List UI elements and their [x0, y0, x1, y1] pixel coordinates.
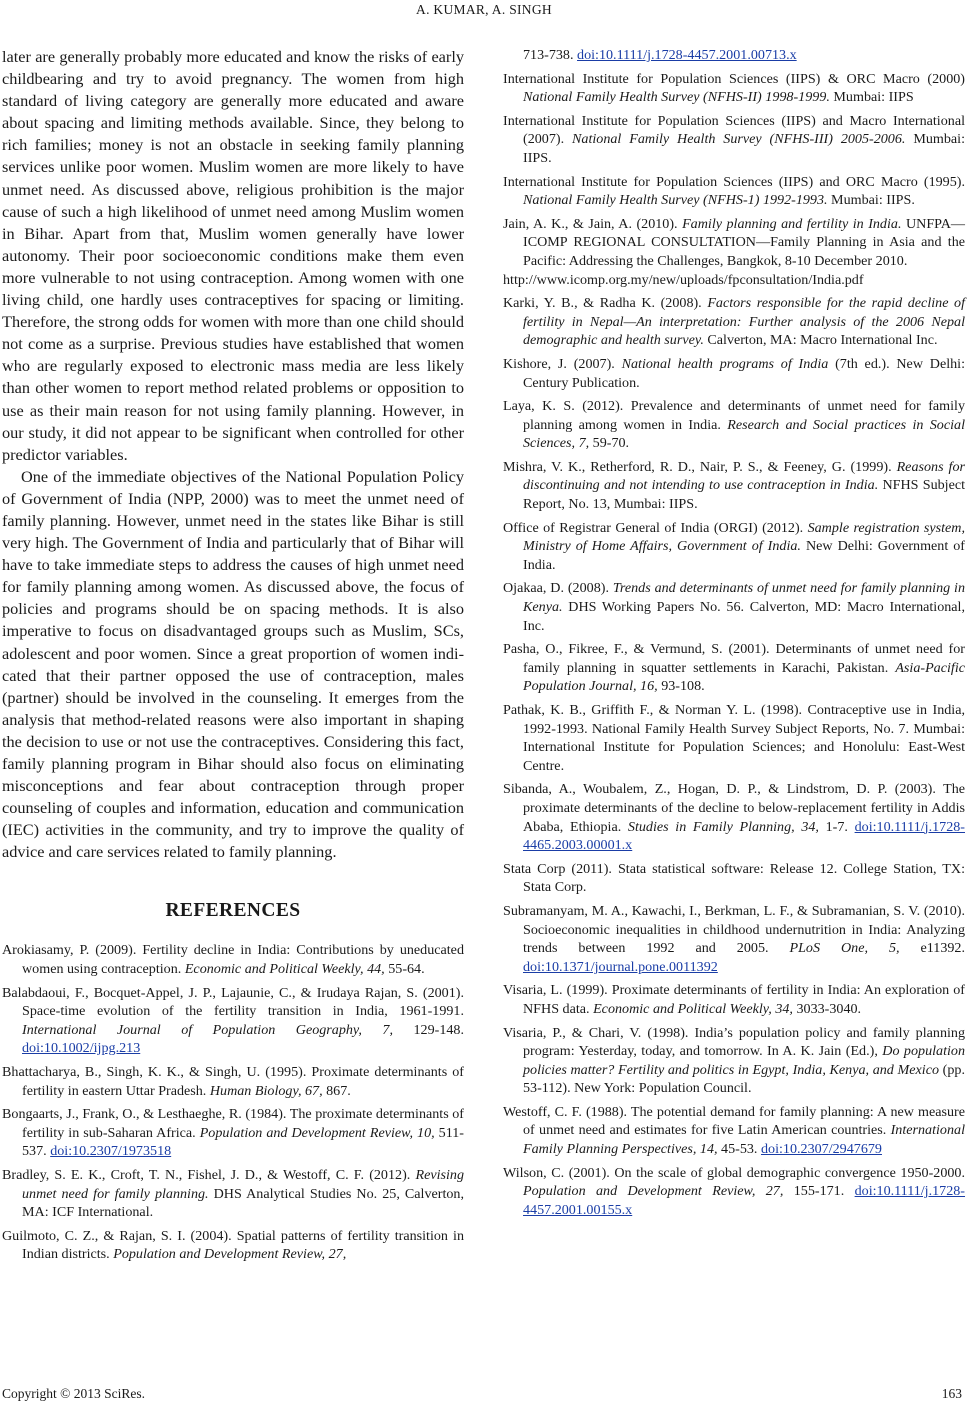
doi-link[interactable]: doi:10.1111/j.1728-4457.2001.00713.x [577, 47, 797, 63]
reference-source: Research and Social practices in Social Sciences, 7, [523, 416, 965, 452]
reference-entry [2, 941, 464, 978]
reference-text: Subramanyam, M. A., Kawachi, I., Berkman, L. F., & Subramanian, S. V. (2010). Socioeconomic inequalities in childhood undernutrition in India: Analyzing trends between 1992 and 2005. [503, 902, 965, 957]
reference-entry [503, 780, 965, 854]
reference-text: Wilson, C. (2001). On the scale of global demographic convergence 1950-2000. [503, 1164, 965, 1181]
reference-text: Sibanda, A., Woubalem, Z., Hogan, D. P., & Lindstrom, D. P. (2003). The proximate determinants of the decline to below-replacement fertility in Addis Ababa, Ethiopia. [503, 781, 965, 835]
running-head: A. KUMAR, A. SINGH [416, 2, 552, 17]
doi-link[interactable]: doi:10.1002/ijpg.213 [22, 1040, 141, 1057]
reference-pages: DHS Working Papers No. 56. Calverton, MD: Macro International, Inc. [523, 599, 965, 634]
reference-entry [503, 1103, 965, 1159]
reference-text: Bongaarts, J., Frank, O., & Lesthaeghe, R. (1984). The proximate determinants of fertility in sub-Saharan Africa. [2, 1106, 464, 1141]
reference-text: Guilmoto, C. Z., & Rajan, S. I. (2004). Spatial patterns of fertility transition in Indian districts. [2, 1227, 464, 1263]
reference-source: International Journal of Population Geography, 7, [22, 1021, 393, 1038]
reference-entry [503, 902, 965, 976]
body-paragraph: One of the immediate objectives of the National Population Policy of Government of India (NPP, 2000) was to meet the unmet need of family planning. However, unmet need in the states like Bihar is still very high. The Government of India and particularly that of Bihar will have to take immediate steps to address the causes of high unmet need for family planning among women. As discussed above, the focus of policies and programs should be on spacing methods. It is also imperative to focus on disadvantaged groups such as Muslim, SCs, adolescent and poor women. Since a great proportion of women indicated that their partner opposed the use of contraception, males (partner) should be involved in the counseling. It emerges from the analysis that method-related reasons were also important in shaping the decision to use or not use the contraceptives. Considering this fact, family planning program in Bihar should also focus on eliminating misconceptions and fear about contraception through proper counseling of couples and information, education and communication (IEC) activities in the community, and try to improve the quality of advice and care services related to family planning. [2, 466, 464, 862]
reference-pages: Calverton, MA: Macro International Inc. [703, 332, 938, 349]
reference-entry [503, 1024, 965, 1098]
reference-text: Mishra, V. K., Retherford, R. D., Nair, P. S., & Feeney, G. (1999). [503, 458, 897, 475]
reference-entry [503, 215, 965, 289]
doi-link[interactable]: doi:10.2307/1973518 [50, 1143, 172, 1160]
reference-source: Economic and Political Weekly, 34, [593, 1000, 793, 1017]
reference-entry [503, 173, 965, 210]
reference-pages: 3033-3040. [792, 1000, 862, 1017]
reference-entry [503, 981, 965, 1018]
reference-entry [2, 984, 464, 1058]
reference-pages: 867. [322, 1082, 351, 1099]
reference-pages: DHS Analytical Studies No. 25, Calverton, MA: ICF International. [22, 1185, 464, 1221]
reference-entry [503, 112, 965, 168]
reference-pages: 155-171. [783, 1183, 855, 1200]
reference-text: Office of Registrar General of India (ORGI) (2012). [503, 519, 808, 536]
reference-text: Laya, K. S. (2012). Prevalence and determinants of unmet need for family planning among women in India. [503, 398, 965, 433]
reference-entry [503, 519, 965, 575]
reference-source: Do population policies matter? Fertility and politics in Egypt, India, Kenya, and Mexico [523, 1043, 965, 1078]
reference-pages: 45-53. [717, 1141, 761, 1158]
reference-pages: 55-64. [384, 961, 425, 978]
reference-pages: 713-738. [523, 47, 578, 63]
reference-source: PLoS One, 5, [789, 940, 900, 957]
reference-source: Trends and determinants of unmet need for family planning in Kenya. [523, 580, 965, 616]
reference-entry [503, 458, 965, 514]
reference-text: Visaria, L. (1999). Proximate determinants of fertility in India: An exploration of NFHS data. [503, 982, 965, 1017]
body-paragraph: later are generally probably more educated and know the risks of early childbearing and try to avoid pregnancy. The women from high standard of living category are generally more educated and aware about spacing and limiting methods available. Since, they belong to rich families; money is not an obstacle in seeking family planning services unlike poor women. Muslim women are more likely to have unmet need. As discussed above, religious prohibition is the major cause of such a high likelihood of unmet need among Muslim women in Bihar. Apart from that, Muslim women generally have lower autonomy. Their poor socioeconomic conditions make them even more vulnerable to not using contraception. Among women with one living child, one hardly uses contraceptives for spacing or limiting. Therefore, the strong odds for women with more than one child should not come as a surprise. Previous studies have established that women who are regularly exposed to electronic mass media are less likely than other women to report method related problems or opposition to use as their main reason for not using family planning. However, in our study, it did not appear to be significant when controlled for other predictor variables. [2, 47, 464, 464]
reference-source: National health programs of India [621, 355, 829, 372]
reference-entry [503, 70, 965, 107]
references-heading: REFERENCES [165, 900, 301, 922]
reference-pages: New Delhi: Government of India. [523, 538, 965, 573]
reference-entry [2, 1063, 464, 1100]
reference-text: Pasha, O., Fikree, F., & Vermund, S. (2001). Determinants of unmet need for family planning in squatter settlements in Karachi, Pakistan. [503, 641, 965, 676]
reference-text: Arokiasamy, P. (2009). Fertility decline in India: Contributions by uneducated women using contraception. [2, 942, 464, 978]
reference-entry [2, 1166, 464, 1222]
reference-text: Balabdaoui, F., Bocquet-Appel, J. P., Lajaunie, C., & Irudaya Rajan, S. (2001). Space-time evolution of the fertility transition in India, 1961-1991. [2, 984, 464, 1020]
right-column [503, 46, 965, 1224]
reference-pages: 129-148. [393, 1021, 464, 1038]
doi-link[interactable]: doi:10.1371/journal.pone.0011392 [523, 958, 718, 975]
reference-source: Population and Development Review, 27, [523, 1183, 784, 1200]
reference-source: Sample registration system, Ministry of Home Affairs, Government of India. [523, 519, 966, 555]
reference-pages: 59-70. [589, 435, 630, 452]
reference-pages: Mumbai: IIPS. [523, 131, 965, 166]
reference-text: Bhattacharya, B., Singh, K. K., & Singh, U. (1995). Proximate determinants of fertility in eastern Uttar Pradesh. [2, 1064, 464, 1099]
reference-text: International Institute for Population Sciences (IIPS) and ORC Macro (1995). [503, 173, 965, 190]
reference-text: Jain, A. K., & Jain, A. (2010). [503, 215, 683, 232]
reference-text: Pathak, K. B., Griffith F., & Norman Y. L. (1998). Contraceptive use in India, 1992-1993. National Family Health Survey Subject Reports, No. 7. Mumbai: International Institute for Population Sciences; and Honolulu: East-West Centre. [503, 702, 965, 774]
reference-pages: Mumbai: IIPS. [827, 192, 915, 209]
doi-link[interactable]: doi:10.1111/j.1728-4457.2001.00155.x [523, 1183, 966, 1218]
reference-text: Westoff, C. F. (1988). The potential demand for family planning: A new measure of unmet need and estimates for five Latin American countries. [503, 1103, 965, 1139]
reference-entry [503, 640, 965, 696]
page-number: 163 [941, 1386, 962, 1401]
reference-pages: 511-537. [22, 1124, 464, 1160]
reference-source: National Family Health Survey (NFHS-III) 2005-2006. [572, 131, 906, 148]
reference-text: Ojakaa, D. (2008). [503, 580, 613, 597]
reference-entry [503, 294, 965, 350]
reference-source: Revising unmet need for family planning. [22, 1167, 464, 1202]
reference-entry [503, 397, 965, 453]
reference-source: Human Biology, 67, [209, 1082, 323, 1099]
reference-source: Population and Development Review, 10, [199, 1124, 435, 1141]
doi-link[interactable]: doi:10.2307/2947679 [760, 1141, 882, 1158]
reference-source: Studies in Family Planning, 34, [627, 818, 819, 835]
reference-source: International Family Planning Perspectives, 14, [523, 1122, 965, 1158]
left-column [2, 46, 464, 1269]
doi-link[interactable]: doi:10.1111/j.1728-4465.2003.00001.x [523, 818, 965, 854]
reference-pages: (7th ed.). New Delhi: Century Publication. [523, 355, 965, 391]
reference-pages: 93-108. [657, 678, 705, 695]
reference-pages: NFHS Subject Report, No. 13, Mumbai: IIPS. [523, 477, 966, 513]
reference-text: Visaria, P., & Chari, V. (1998). India’s population policy and family planning program: Yesterday, today, and tomorrow. In A. K. Jain (Ed.), [503, 1024, 965, 1060]
reference-entry [503, 579, 965, 635]
reference-entry [503, 1164, 965, 1220]
reference-url[interactable]: http://www.icomp.org.my/new/uploads/fpconsultation/India.pdf [503, 271, 864, 288]
reference-pages: Mumbai: IIPS [829, 89, 914, 106]
reference-pages: 1-7. [818, 818, 855, 835]
reference-text: International Institute for Population Sciences (IIPS) & ORC Macro (2000) [503, 70, 965, 87]
reference-text: International Institute for Population Sciences (IIPS) and Macro International (2007). [503, 112, 965, 148]
reference-entry [503, 860, 965, 897]
reference-pages: UNFPA—ICOMP REGIONAL CONSULTATION—Family Planning in Asia and the Pacific: Addressing the Challenges, Bangkok, 8-10 December 2010. [523, 215, 965, 269]
reference-text: Bradley, S. E. K., Croft, T. N., Fishel, J. D., & Westoff, C. F. (2012). [2, 1167, 416, 1183]
reference-source: Family planning and fertility in India. [682, 215, 902, 232]
reference-text: Karki, Y. B., & Radha K. (2008). [503, 295, 708, 312]
reference-source: Economic and Political Weekly, 44, [184, 961, 385, 978]
copyright-notice: Copyright © 2013 SciRes. [2, 1386, 146, 1401]
reference-source: National Family Health Survey (NFHS-1) 1992-1993. [523, 192, 828, 209]
reference-text: Stata Corp (2011). Stata statistical software: Release 12. College Station, TX: Stata Corp. [503, 860, 965, 896]
reference-source: Factors responsible for the rapid decline of fertility in Nepal—An interpretation: Further analysis of the 2006 Nepal demographic and health survey. [523, 295, 966, 349]
reference-text: Kishore, J. (2007). [503, 355, 622, 372]
reference-entry [503, 355, 965, 392]
reference-entry [503, 701, 965, 775]
reference-source: Reasons for discontinuing and not intending to use contraception in India. [523, 458, 965, 494]
reference-source: National Family Health Survey (NFHS-II) 1998-1999. [523, 89, 830, 106]
reference-entry [2, 1105, 464, 1161]
reference-continuation [503, 46, 965, 65]
reference-pages: (pp. 53-112). New York: Population Council. [523, 1061, 965, 1097]
reference-source: Population and Development Review, 27, [113, 1246, 347, 1263]
reference-source: Asia-Pacific Population Journal, 16, [523, 659, 965, 695]
reference-pages: e11392. [899, 940, 966, 957]
reference-entry [2, 1227, 464, 1264]
